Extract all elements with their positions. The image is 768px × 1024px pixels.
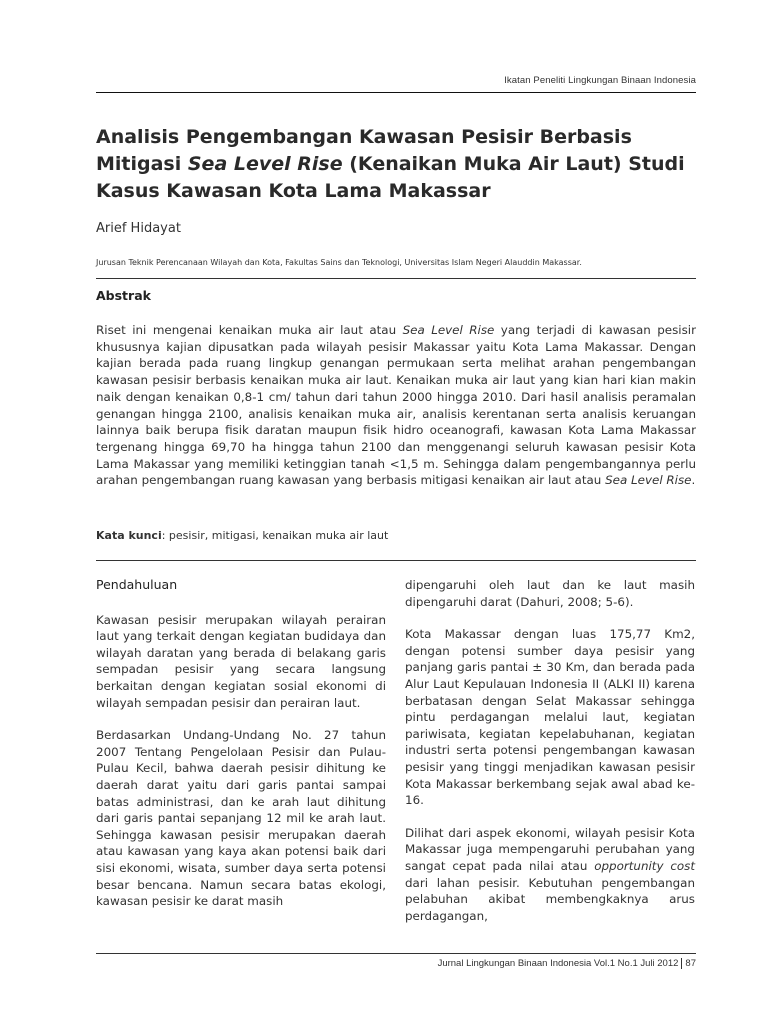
left-column — [96, 577, 386, 926]
abstract-body — [96, 322, 696, 489]
intro-p5-text-b: dari lahan pesisir. Kebutuhan pengembangan pelabuhan akibat membengkaknya arus perdagangan, — [405, 875, 695, 923]
right-column — [405, 577, 695, 940]
title-part-2: (Kenaikan Muka Air Laut) Studi Kasus Kawasan Kota Lama Makassar — [96, 153, 685, 202]
intro-paragraph-3: dipengaruhi oleh laut dan ke laut masih dipengaruhi darat (Dahuri, 2008; 5-6). — [405, 578, 695, 609]
header-divider — [96, 92, 696, 93]
section-heading-introduction: Pendahuluan — [96, 577, 178, 592]
intro-paragraph-2: Berdasarkan Undang-Undang No. 27 tahun 2007 Tentang Pengelolaan Pesisir dan Pulau-Pulau Kecil, bahwa daerah pesisir dihitung ke daerah darat yaitu dari garis pantai sampai batas administrasi, dan ke arah laut dihitung dari garis pantai sepanjang 12 mil ke arah laut. Sehingga kawasan pesisir merupakan daerah atau kawasan yang kaya akan potensi baik dari sisi ekonomi, wisata, sumber daya serta potensi besar bencana. Namun secara batas ekologi, kawasan pesisir ke darat masih — [96, 728, 386, 909]
page-number: 87 — [685, 958, 696, 969]
intro-p5-text-a: Dilihat dari aspek ekonomi, wilayah pesisir Kota Makassar juga mempengaruhi perubahan yang sangat cepat pada nilai atau — [405, 825, 695, 873]
abstract-italic-1: Sea Level Rise — [402, 323, 495, 337]
abstract-bottom-divider — [96, 560, 696, 561]
keywords-label: Kata kunci — [96, 529, 162, 542]
abstract-text-1: Riset ini mengenai kenaikan muka air laut atau — [96, 323, 403, 337]
keywords — [96, 529, 388, 542]
footer-divider — [96, 953, 696, 954]
abstract-top-divider — [96, 278, 696, 279]
author-name: Arief Hidayat — [96, 221, 181, 236]
running-footer — [438, 958, 696, 969]
keywords-text: : pesisir, mitigasi, kenaikan muka air laut — [161, 529, 389, 542]
intro-p5-italic: opportunity cost — [594, 858, 695, 873]
abstract-italic-2: Sea Level Rise — [605, 473, 692, 488]
intro-paragraph-1: Kawasan pesisir merupakan wilayah perairan laut yang terkait dengan kegiatan budidaya dan wilayah daratan yang berada di belakang garis sempadan pesisir yang secara langsung berkaitan dengan kegiatan sosial ekonomi di wilayah sempadan pesisir dan perairan laut. — [96, 612, 386, 710]
author-affiliation: Jurusan Teknik Perencanaan Wilayah dan Kota, Fakultas Sains dan Teknologi, Universitas Islam Negeri Alauddin Makassar. — [96, 258, 582, 267]
paper-title — [96, 124, 696, 205]
abstract-text-2: yang terjadi di kawasan pesisir khususnya kajian dipusatkan pada wilayah pesisir Makassar yaitu Kota Lama Makassar. Dengan kajian berada pada ruang lingkup genangan permukaan serta melihat arahan pengembangan kawasan pesisir berbasis kenaikan muka air laut. Kenaikan muka air laut yang kian hari kian makin naik dengan kenaikan 0,8-1 cm/ tahun dari tahun 2000 hingga 2010. Dari hasil analisis peramalan genangan hingga 2100, analisis kenaikan muka air, analisis kerentanan serta analisis keruangan lainnya baik berupa fisik daratan maupun fisik hidro oceanografi, kawasan Kota Lama Makassar tergenang hingga 69,70 ha hingga tahun 2100 dan menggenangi seluruh kawasan pesisir Kota Lama Makassar yang memiliki ketinggian tanah <1,5 m. Sehingga dalam pengembangannya perlu arahan pengembangan ruang kawasan yang berbasis mitigasi kenaikan air laut atau — [96, 323, 696, 488]
abstract-text-3: . — [691, 473, 696, 488]
footer-journal: Jurnal Lingkungan Binaan Indonesia Vol.1 No.1 Juli 2012 — [438, 958, 683, 969]
running-header: Ikatan Peneliti Lingkungan Binaan Indonesia — [504, 75, 696, 86]
title-italic: Sea Level Rise — [187, 153, 343, 175]
intro-paragraph-4: Kota Makassar dengan luas 175,77 Km2, dengan potensi sumber daya pesisir yang panjang garis pantai ± 30 Km, dan berada pada Alur Laut Kepulauan Indonesia II (ALKI II) karena berbatasan dengan Selat Makassar sehingga pintu perdagangan melalui laut, kegiatan pariwisata, kegiatan kepelabuhanan, kegiatan industri serta potensi pengembangan kawasan pesisir yang tinggi menjadikan kawasan pesisir Kota Makassar berkembang sejak awal abad ke-16. — [405, 627, 695, 808]
title-part-1: Analisis Pengembangan Kawasan Pesisir Berbasis Mitigasi — [96, 126, 632, 175]
intro-paragraph-5 — [405, 825, 695, 925]
abstract-heading: Abstrak — [96, 288, 151, 303]
